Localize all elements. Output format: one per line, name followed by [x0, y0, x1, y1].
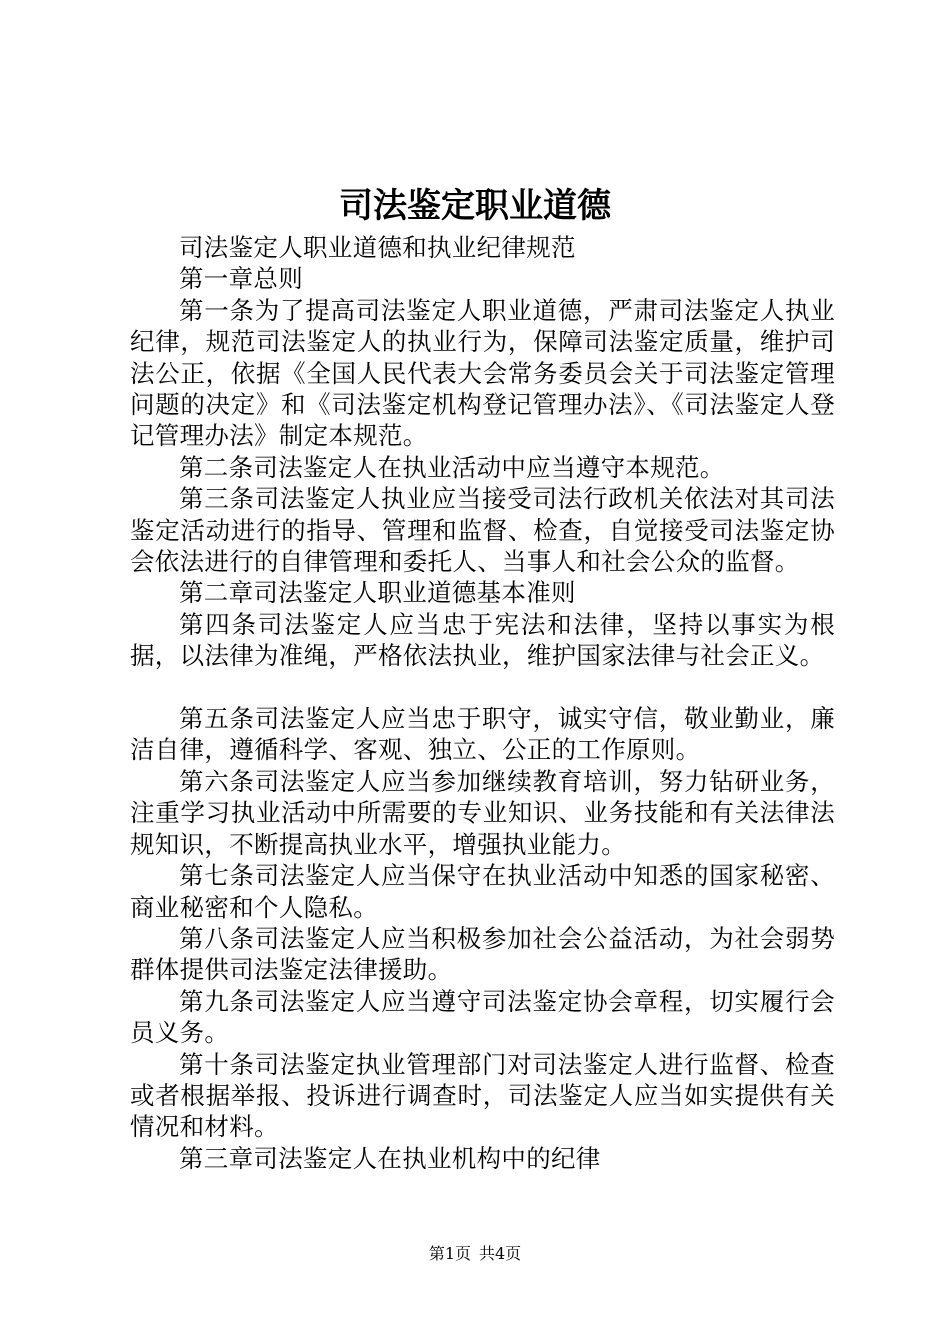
article-5: 第五条司法鉴定人应当忠于职守，诚实守信，敬业勤业，廉洁自律，遵循科学、客观、独立、公正的工作原则。 [130, 704, 835, 765]
page-footer [0, 1244, 950, 1264]
article-3: 第三条司法鉴定人执业应当接受司法行政机关依法对其司法鉴定活动进行的指导、管理和监督、检查，自觉接受司法鉴定协会依法进行的自律管理和委托人、当事人和社会公众的监督。 [130, 484, 835, 577]
paragraph-gap [130, 672, 835, 703]
page-total: 共4页 [479, 1244, 522, 1263]
chapter-heading-3: 第三章司法鉴定人在执业机构中的纪律 [179, 1143, 601, 1173]
paragraph-subtitle: 司法鉴定人职业道德和执业纪律规范 [179, 233, 576, 262]
article-8: 第八条司法鉴定人应当积极参加社会公益活动，为社会弱势群体提供司法鉴定法律援助。 [130, 923, 835, 985]
article-2: 第二条司法鉴定人在执业活动中应当遵守本规范。 [179, 452, 725, 482]
article-7: 第七条司法鉴定人应当保守在执业活动中知悉的国家秘密、商业秘密和个人隐私。 [130, 861, 835, 922]
page-number: 第1页 [428, 1244, 471, 1263]
article-6: 第六条司法鉴定人应当参加继续教育培训，努力钻研业务，注重学习执业活动中所需要的专业知识、业务技能和有关法律法规知识，不断提高执业水平，增强执业能力。 [130, 766, 835, 859]
document-body [130, 232, 835, 1174]
article-1: 第一条为了提高司法鉴定人职业道德，严肃司法鉴定人执业纪律，规范司法鉴定人的执业行为，保障司法鉴定质量，维护司法公正，依据《全国人民代表大会常务委员会关于司法鉴定管理问题的决定》和《司法鉴定机构登记管理办法》、《司法鉴定人登记管理办法》制定本规范。 [130, 295, 835, 451]
article-4: 第四条司法鉴定人应当忠于宪法和法律，坚持以事实为根据，以法律为准绳，严格依法执业，维护国家法律与社会正义。 [130, 609, 835, 671]
page-title: 司法鉴定职业道德 [339, 186, 611, 226]
chapter-heading-2: 第二章司法鉴定人职业道德基本准则 [179, 578, 576, 608]
article-9: 第九条司法鉴定人应当遵守司法鉴定协会章程，切实履行会员义务。 [130, 986, 835, 1048]
article-10: 第十条司法鉴定执业管理部门对司法鉴定人进行监督、检查或者根据举报、投诉进行调查时，司法鉴定人应当如实提供有关情况和材料。 [130, 1049, 835, 1142]
chapter-heading-1: 第一章总则 [179, 264, 303, 294]
